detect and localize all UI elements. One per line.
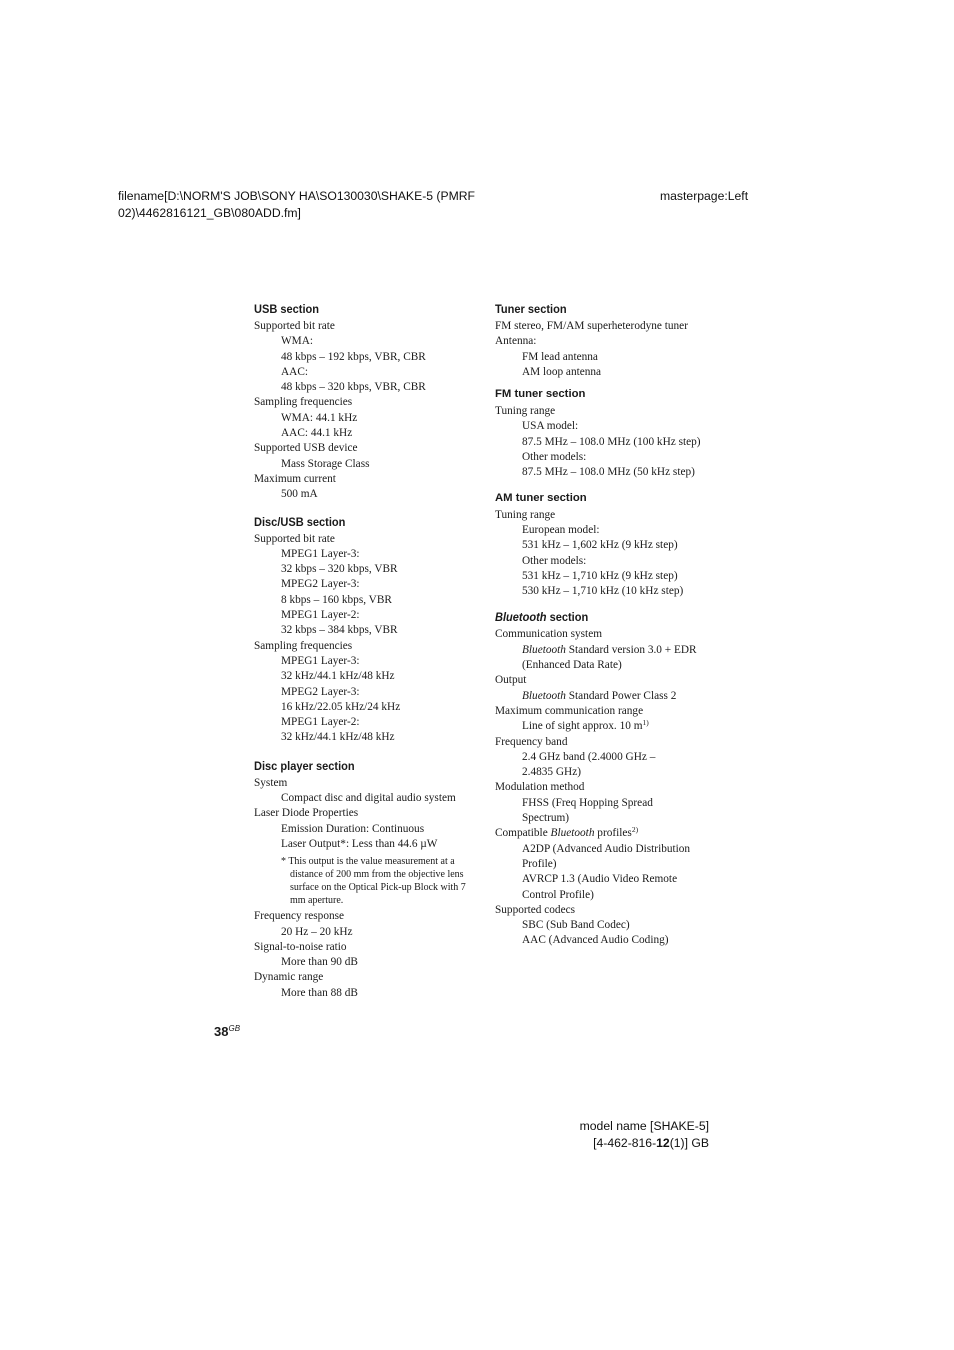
filename-header [118, 188, 538, 222]
spec-value: WMA: [281, 335, 314, 348]
spec-label: Sampling frequencies [254, 639, 353, 652]
spec-label: Antenna: [495, 335, 537, 348]
left-column [254, 301, 479, 1001]
page-number-value: 38 [214, 1024, 229, 1039]
model-name: model name [SHAKE-5] [579, 1119, 709, 1133]
spec-value: 500 mA [281, 488, 318, 501]
spec-value: 531 kHz – 1,710 kHz (9 kHz step) [522, 569, 678, 582]
spec-value-text: Line of sight approx. 10 m [522, 720, 643, 733]
spec-value: Compact disc and digital audio system [281, 792, 456, 805]
spec-value: 530 kHz – 1,710 kHz (10 kHz step) [522, 585, 684, 598]
spec-label: Supported bit rate [254, 320, 335, 332]
spec-value [495, 643, 720, 658]
usb-spec-list [254, 319, 479, 503]
spec-value: AAC: [281, 365, 308, 378]
tuner-spec-list [495, 319, 720, 380]
model-footer [580, 1118, 709, 1152]
spec-value: FHSS (Freq Hopping Spread [522, 796, 653, 809]
right-column [495, 301, 720, 949]
spec-value: Laser Output*: Less than 44.6 µW [281, 837, 438, 850]
spec-value [495, 719, 720, 734]
spec-label-text: Compatible [495, 827, 551, 840]
spec-label: Supported codecs [495, 903, 575, 916]
masterpage-label: masterpage:Left [660, 189, 749, 203]
spec-value: Other models: [522, 554, 587, 567]
spec-value-text: Standard Power Class 2 [565, 689, 677, 702]
model-code-suffix: (1)] GB [669, 1136, 709, 1150]
filename-line-1: filename[D:\NORM'S JOB\SONY HA\SO130030\SHAKE-5 (PMRF [118, 189, 476, 203]
spec-value: AM loop antenna [522, 365, 602, 378]
spec-value: More than 90 dB [281, 956, 358, 969]
spec-label: Dynamic range [254, 971, 324, 984]
spec-label: Signal-to-noise ratio [254, 940, 347, 953]
fm-tuner-spec-list [495, 404, 720, 480]
bluetooth-heading-rest: section [546, 610, 589, 625]
model-code [580, 1135, 709, 1152]
footnote-marker: 1) [642, 718, 649, 728]
spec-value: More than 88 dB [281, 986, 358, 999]
bluetooth-word: Bluetooth [550, 827, 595, 840]
filename-line-2: 02)\4462816121_GB\080ADD.fm] [118, 206, 301, 220]
laser-output-footnote: * This output is the value measurement at a distance of 200 mm from the objective lens surface on the Optical Pick-up Block with 7 mm aperture. [281, 856, 466, 907]
usb-section-heading: USB section [254, 302, 320, 316]
spec-value: AAC: 44.1 kHz [281, 427, 353, 440]
bluetooth-word: Bluetooth [522, 643, 566, 656]
spec-value: USA model: [522, 420, 579, 433]
spec-value: A2DP (Advanced Audio Distribution [522, 842, 691, 855]
spec-label: Frequency response [254, 910, 345, 923]
spec-value: 48 kbps – 192 kbps, VBR, CBR [281, 350, 426, 363]
model-code-prefix: [4-462-816- [593, 1136, 657, 1150]
spec-label: Frequency band [495, 735, 568, 748]
footnote-marker: 2) [631, 825, 639, 835]
spec-value: MPEG1 Layer-2: [281, 609, 360, 622]
spec-value: Emission Duration: Continuous [281, 822, 425, 835]
spec-value: 8 kbps – 160 kbps, VBR [281, 593, 392, 606]
spec-value: 48 kbps – 320 kbps, VBR, CBR [281, 381, 426, 394]
spec-value: MPEG1 Layer-3: [281, 547, 360, 560]
spec-label: Supported USB device [254, 442, 358, 455]
bluetooth-spec-list [495, 627, 720, 948]
spec-value: European model: [522, 523, 600, 536]
tuner-section-heading: Tuner section [495, 302, 567, 316]
spec-label: Tuning range [495, 405, 556, 418]
disc-usb-section-heading: Disc/USB section [254, 514, 346, 529]
spec-value: 32 kbps – 384 kbps, VBR [281, 624, 398, 637]
spec-value: FM lead antenna [522, 350, 598, 363]
disc-usb-spec-list [254, 532, 479, 746]
spec-value: 87.5 MHz – 108.0 MHz (50 kHz step) [522, 466, 695, 479]
am-tuner-spec-list [495, 508, 720, 600]
spec-label: Sampling frequencies [254, 396, 353, 409]
spec-label: Maximum current [254, 472, 336, 485]
spec-label: Maximum communication range [495, 704, 644, 717]
spec-value: 20 Hz – 20 kHz [281, 925, 353, 938]
fm-tuner-section-heading: FM tuner section [495, 388, 586, 401]
spec-label-text: profiles [594, 827, 632, 840]
am-tuner-section-heading: AM tuner section [495, 491, 587, 504]
spec-value: 531 kHz – 1,602 kHz (9 kHz step) [522, 539, 678, 552]
spec-label: Modulation method [495, 781, 585, 794]
spec-value: SBC (Sub Band Codec) [522, 919, 630, 932]
spec-label: Tuning range [495, 508, 556, 521]
spec-value: 32 kbps – 320 kbps, VBR [281, 563, 398, 576]
disc-player-section-heading: Disc player section [254, 758, 355, 773]
disc-player-spec-list [254, 776, 479, 1001]
spec-value: MPEG1 Layer-3: [281, 654, 360, 667]
spec-value: 32 kHz/44.1 kHz/48 kHz [281, 670, 395, 683]
spec-label: Laser Diode Properties [254, 807, 359, 820]
model-code-bold: 12 [656, 1136, 670, 1150]
page-number-suffix: GB [228, 1024, 241, 1033]
spec-value: AVRCP 1.3 (Audio Video Remote [522, 873, 678, 886]
spec-value: WMA: 44.1 kHz [281, 411, 358, 424]
bluetooth-heading-italic: Bluetooth [495, 610, 547, 625]
spec-value: MPEG1 Layer-2: [281, 716, 360, 729]
spec-value-text: Standard version 3.0 + EDR [565, 643, 697, 656]
spec-label: Supported bit rate [254, 532, 335, 545]
spec-value: 87.5 MHz – 108.0 MHz (100 kHz step) [522, 435, 701, 448]
spec-value: Spectrum) [522, 812, 570, 825]
spec-value: 2.4835 GHz) [522, 766, 581, 779]
spec-value: Profile) [522, 857, 557, 870]
bluetooth-section-heading [495, 609, 702, 625]
spec-value: MPEG2 Layer-3: [281, 685, 360, 698]
spec-label [495, 826, 720, 841]
bluetooth-word: Bluetooth [522, 689, 566, 702]
spec-value: AAC (Advanced Audio Coding) [522, 934, 669, 947]
spec-value: Control Profile) [522, 888, 594, 901]
spec-label: FM stereo, FM/AM superheterodyne tuner [495, 320, 688, 332]
page-number [214, 1024, 240, 1039]
spec-value: MPEG2 Layer-3: [281, 578, 360, 591]
spec-label: System [254, 776, 288, 789]
spec-value: Other models: [522, 451, 587, 464]
spec-label: Communication system [495, 628, 603, 641]
spec-value: 16 kHz/22.05 kHz/24 kHz [281, 700, 401, 713]
spec-value: (Enhanced Data Rate) [522, 659, 622, 672]
spec-value: 2.4 GHz band (2.4000 GHz – [522, 750, 656, 763]
spec-value: 32 kHz/44.1 kHz/48 kHz [281, 731, 395, 744]
spec-value: Mass Storage Class [281, 457, 370, 470]
spec-value [495, 689, 720, 704]
spec-label: Output [495, 674, 527, 687]
